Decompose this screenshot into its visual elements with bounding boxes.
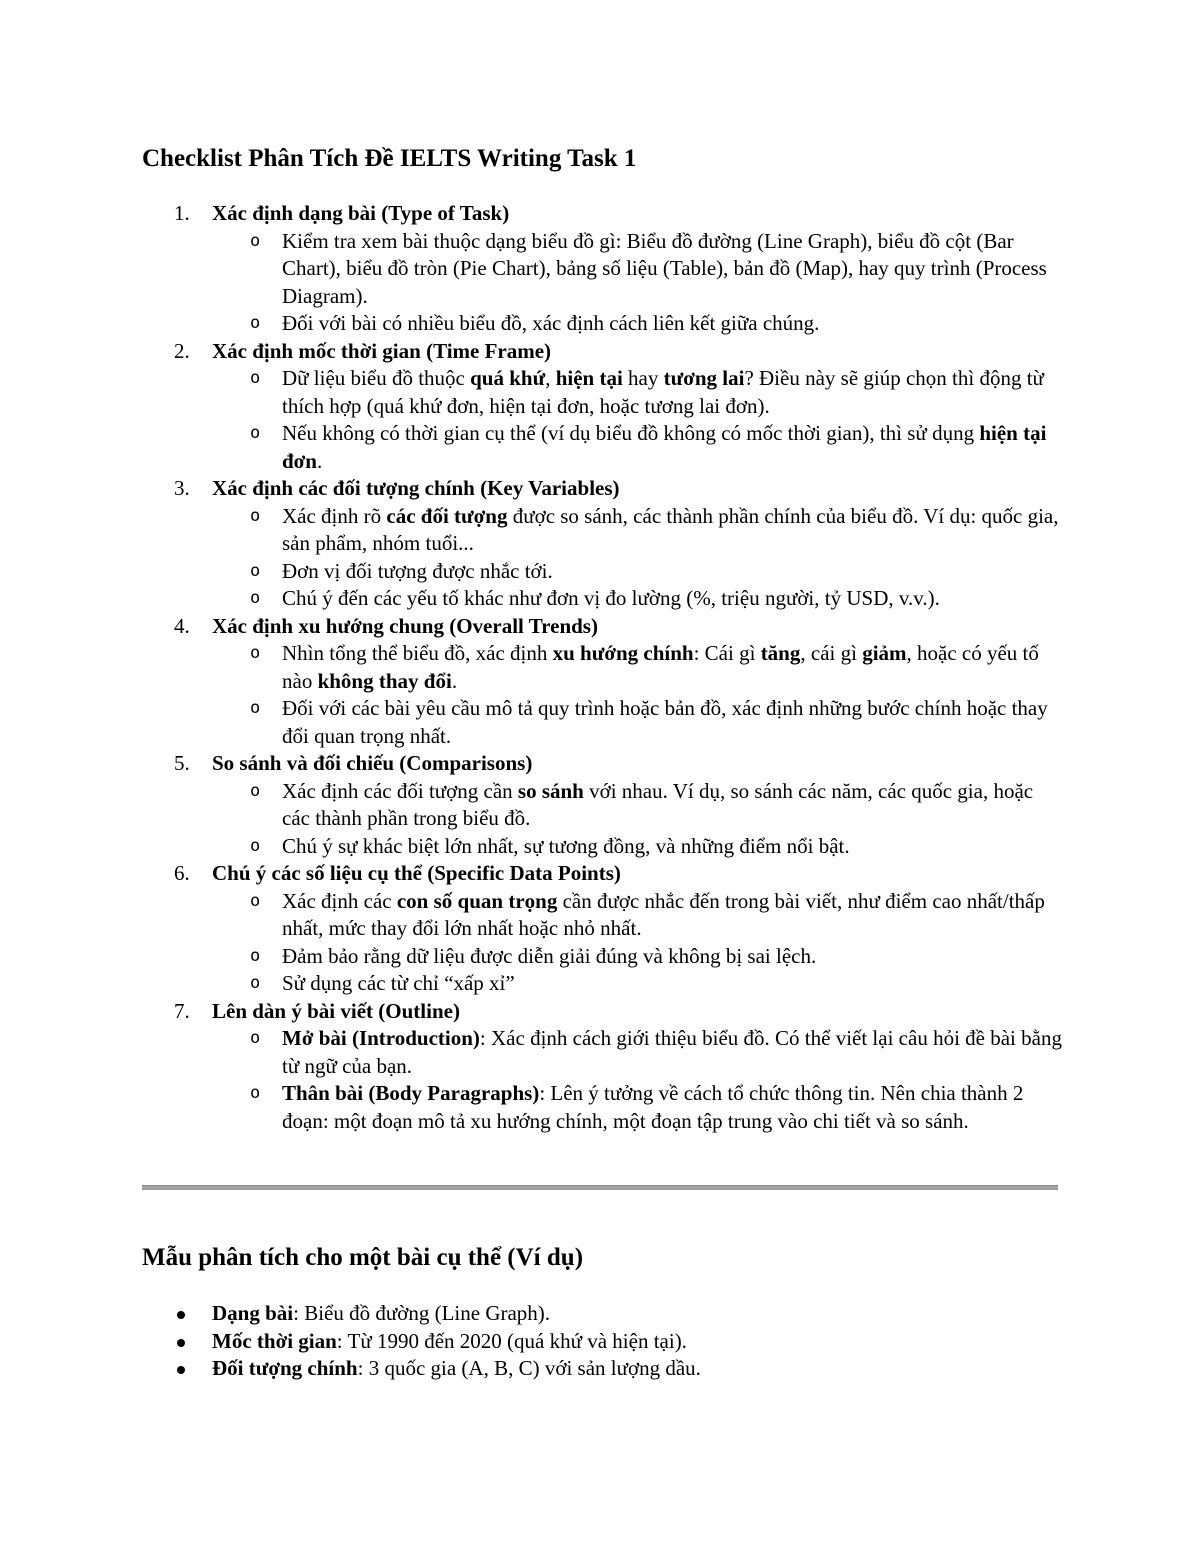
sub-item-text: Xác định các (282, 888, 397, 913)
hollow-bullet-icon: o (250, 1028, 261, 1048)
hollow-bullet-icon: o (250, 890, 261, 911)
sub-item-text: . (451, 668, 458, 693)
sub-item-text: ? Điều này sẽ giúp chọn thì động từ thích hợp (quá khứ đơn, hiện tại đơn, hoặc tương lai đơn). (282, 366, 1044, 418)
sub-item (212, 503, 1062, 558)
emphasis-text: hiện tại đơn (282, 421, 1047, 473)
sub-item-text: , hoặc có yếu tố nào (282, 641, 1039, 693)
step-subitems (212, 1025, 1062, 1135)
bullet-dot-icon (177, 1366, 185, 1374)
example-item-label: Mốc thời gian (212, 1328, 337, 1353)
horizontal-divider (142, 1185, 1058, 1190)
hollow-bullet-icon: o (250, 1083, 261, 1103)
sub-item-text: cần được nhắc đến trong bài viết, như điểm cao nhất/thấp nhất, mức thay đổi lớn nhất hoặc nhỏ nhất. (282, 888, 1045, 940)
sub-item (212, 1025, 1062, 1080)
step-number: 2. (174, 338, 190, 363)
hollow-bullet-icon: o (250, 230, 261, 251)
sub-item-text: Dữ liệu biểu đồ thuộc (282, 366, 471, 390)
example-item-label: Dạng bài (212, 1301, 294, 1325)
sub-item (212, 778, 1062, 833)
step-title: So sánh và đối chiếu (Comparisons) (212, 751, 533, 775)
hollow-bullet-icon: o (250, 505, 261, 526)
sub-item-text: : Cái gì (693, 641, 761, 665)
step-number: 3. (174, 476, 190, 500)
step-title: Xác định các đối tượng chính (Key Variables) (212, 476, 620, 500)
sub-item (212, 833, 1062, 861)
checklist-step (142, 338, 1062, 476)
checklist-step (142, 200, 1062, 338)
sub-item-text: Sử dụng các từ chỉ “xấp xỉ” (282, 971, 515, 995)
emphasis-text: Thân bài (Body Paragraphs) (282, 1081, 540, 1105)
sub-item-text: Nhìn tổng thể biểu đồ, xác định (282, 641, 553, 665)
sub-item-text: , (545, 366, 556, 390)
sub-item (212, 585, 1062, 613)
hollow-bullet-icon: o (250, 560, 261, 581)
example-list (142, 1300, 1062, 1383)
example-item-text: : 3 quốc gia (A, B, C) với sản lượng dầu. (357, 1356, 701, 1380)
step-title: Xác định mốc thời gian (Time Frame) (212, 338, 552, 363)
sub-item (212, 228, 1062, 311)
emphasis-text: giảm (862, 641, 907, 665)
sub-item-text: Đảm bảo rằng dữ liệu được diễn giải đúng và không bị sai lệch. (282, 943, 817, 968)
emphasis-text: con số quan trọng (396, 888, 558, 913)
step-number: 6. (174, 861, 190, 885)
sub-item-text: Đối với các bài yêu cầu mô tả quy trình hoặc bản đồ, xác định những bước chính hoặc thay đổi quan trọng nhất. (282, 696, 1048, 748)
step-title: Xác định dạng bài (Type of Task) (212, 201, 510, 225)
sub-item (212, 695, 1062, 750)
step-title: Lên dàn ý bài viết (Outline) (212, 998, 460, 1023)
sub-item-text: . (317, 448, 323, 473)
step-number: 1. (174, 201, 190, 225)
sub-item (212, 943, 1062, 971)
emphasis-text: quá khứ (470, 366, 546, 390)
bullet-dot-icon (177, 1339, 185, 1347)
sub-item (212, 970, 1062, 998)
step-number: 5. (174, 751, 190, 775)
step-subitems (212, 640, 1062, 750)
sub-item-text: , cái gì (800, 641, 863, 665)
sub-item-text: Chú ý đến các yếu tố khác như đơn vị đo lường (%, triệu người, tỷ USD, v.v.). (282, 586, 940, 610)
sub-item-text: Xác định rõ (282, 503, 387, 528)
sub-item-text: : Xác định cách giới thiệu biểu đồ. Có thể viết lại câu hỏi đề bài bằng từ ngữ của bạn. (282, 1026, 1062, 1078)
hollow-bullet-icon: o (250, 313, 261, 333)
checklist-step (142, 860, 1062, 998)
checklist-step (142, 613, 1062, 751)
sub-item-text: được so sánh, các thành phần chính của biểu đồ. Ví dụ: quốc gia, sản phẩm, nhóm tuổi... (282, 503, 1059, 555)
hollow-bullet-icon: o (250, 945, 261, 966)
sub-item (212, 1080, 1062, 1135)
sub-item (212, 420, 1062, 475)
step-title: Xác định xu hướng chung (Overall Trends) (212, 613, 598, 638)
emphasis-text: tăng (760, 641, 801, 665)
bullet-dot-icon (177, 1311, 185, 1319)
hollow-bullet-icon: o (250, 698, 261, 718)
page-title: Checklist Phân Tích Đề IELTS Writing Task 1 (142, 145, 637, 172)
sub-item-text: : Lên ý tưởng về cách tổ chức thông tin. Nên chia thành 2 đoạn: một đoạn mô tả xu hướng chính, một đoạn tập trung vào chi tiết và so sánh. (282, 1081, 1024, 1133)
step-subitems (212, 365, 1062, 475)
emphasis-text: hiện tại (555, 366, 623, 390)
sub-item-text: Nếu không có thời gian cụ thể (ví dụ biểu đồ không có mốc thời gian), thì sử dụng (282, 421, 980, 445)
checklist-step (142, 475, 1062, 613)
checklist (142, 200, 1062, 1135)
step-subitems (212, 778, 1062, 861)
hollow-bullet-icon: o (250, 973, 261, 993)
example-title: Mẫu phân tích cho một bài cụ thể (Ví dụ) (142, 1244, 584, 1271)
checklist-step (142, 750, 1062, 860)
sub-item (212, 365, 1062, 420)
emphasis-text: không thay đổi (317, 668, 452, 693)
sub-item (212, 640, 1062, 695)
sub-item (212, 558, 1062, 586)
hollow-bullet-icon: o (250, 780, 261, 801)
sub-item-text: Chú ý sự khác biệt lớn nhất, sự tương đồng, và những điểm nổi bật. (282, 833, 850, 858)
example-item (142, 1355, 1062, 1383)
emphasis-text: Mở bài (Introduction) (282, 1026, 480, 1050)
sub-item (212, 310, 1062, 338)
example-item-text: : Từ 1990 đến 2020 (quá khứ và hiện tại). (336, 1328, 687, 1353)
example-item (142, 1300, 1062, 1328)
hollow-bullet-icon: o (250, 423, 261, 443)
example-item-text: : Biểu đồ đường (Line Graph). (293, 1301, 551, 1325)
sub-item-text: Kiểm tra xem bài thuộc dạng biểu đồ gì: Biểu đồ đường (Line Graph), biểu đồ cột (Bar Chart), biểu đồ tròn (Pie Chart), bảng số liệu (Table), bản đồ (Map), hay quy trình (Process Diagram). (282, 228, 1047, 308)
emphasis-text: các đối tượng (386, 503, 508, 528)
emphasis-text: so sánh (517, 778, 584, 803)
example-item-label: Đối tượng chính (212, 1356, 358, 1380)
emphasis-text: xu hướng chính (552, 641, 694, 665)
emphasis-text: tương lai (663, 366, 745, 390)
step-subitems (212, 503, 1062, 613)
sub-item (212, 888, 1062, 943)
step-number: 4. (174, 613, 190, 638)
hollow-bullet-icon: o (250, 643, 261, 663)
step-subitems (212, 228, 1062, 338)
step-subitems (212, 888, 1062, 998)
hollow-bullet-icon: o (250, 588, 261, 608)
step-title: Chú ý các số liệu cụ thể (Specific Data Points) (212, 861, 621, 885)
sub-item-text: với nhau. Ví dụ, so sánh các năm, các quốc gia, hoặc các thành phần trong biểu đồ. (282, 778, 1034, 830)
example-item (142, 1328, 1062, 1356)
step-number: 7. (174, 998, 190, 1023)
sub-item-text: hay (622, 366, 664, 390)
sub-item-text: Xác định các đối tượng cần (282, 778, 518, 803)
checklist-step (142, 998, 1062, 1136)
sub-item-text: Đối với bài có nhiều biểu đồ, xác định cách liên kết giữa chúng. (282, 311, 820, 335)
sub-item-text: Đơn vị đối tượng được nhắc tới. (282, 558, 553, 583)
hollow-bullet-icon: o (250, 368, 261, 388)
hollow-bullet-icon: o (250, 835, 261, 856)
